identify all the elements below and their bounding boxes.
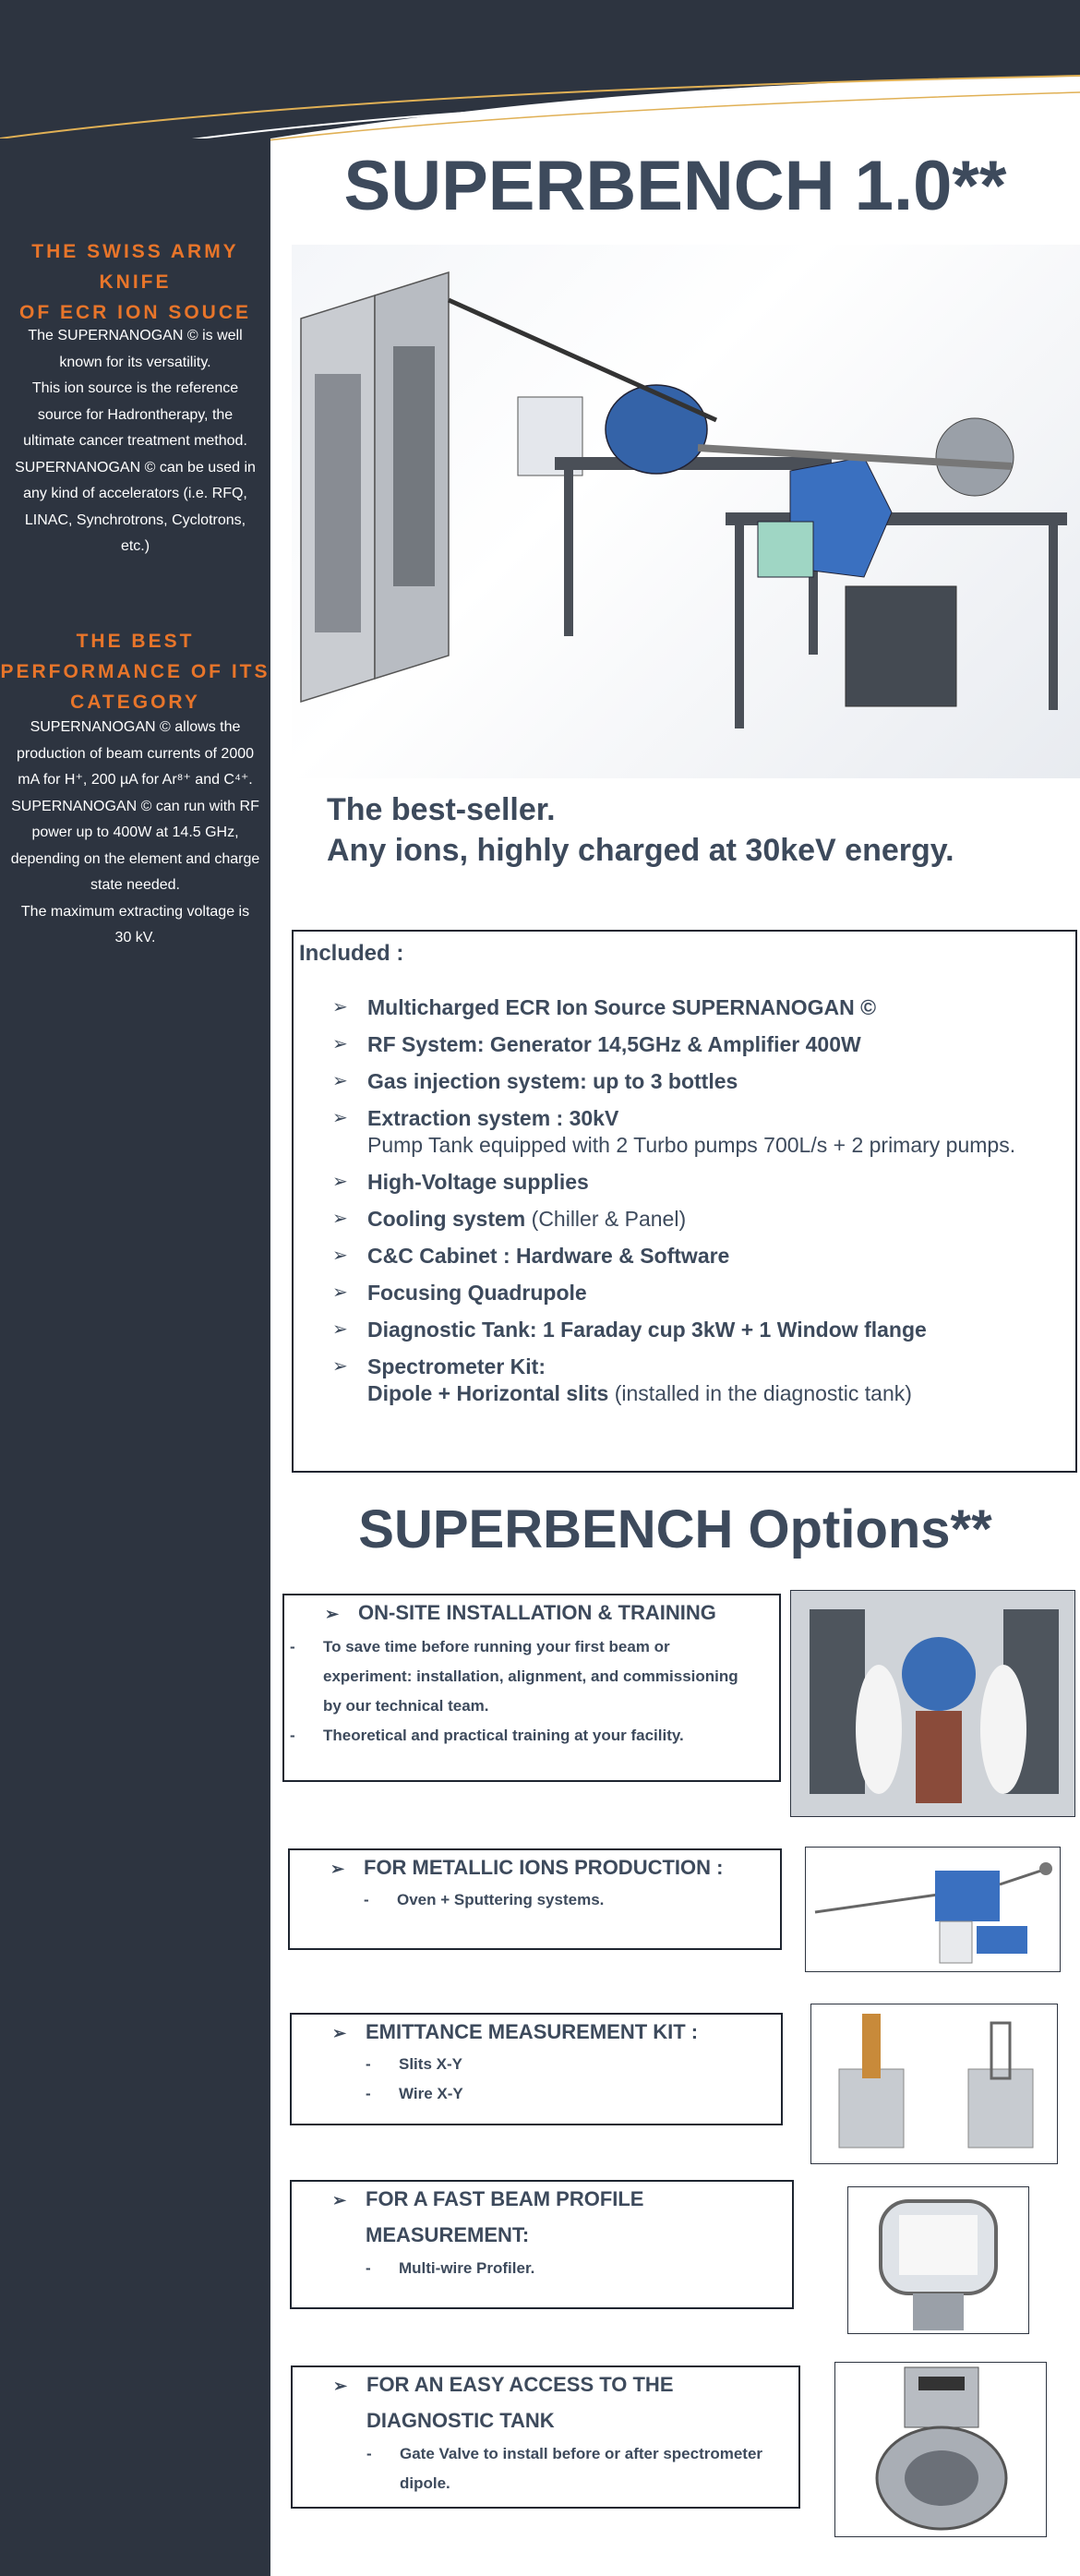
included-box [292,930,1077,1473]
text-line: dipole. [400,2474,450,2492]
dash-icon: - [366,2445,372,2462]
item-detail: (installed in the diagnostic tank) [608,1381,912,1405]
text-line: The maximum extracting voltage is [20,903,250,920]
dash-icon: - [364,1891,369,1908]
multiwire-profiler-image [847,2186,1029,2334]
installation-photo [790,1590,1075,1817]
item-detail: Pump Tank equipped with 2 Turbo pumps 700L/s + 2 primary pumps. [367,1133,1016,1157]
text-line: experiment: installation, alignment, and commissioning [323,1667,738,1685]
option-text [366,2079,463,2109]
text-line: any kind of accelerators (i.e. RFQ, [23,486,247,501]
option-metallic-ions-box [288,1848,782,1950]
text-line: Slits X-Y [399,2055,462,2073]
heading-line: THE SWISS ARMY [31,241,239,262]
text-line: state needed. [90,877,180,893]
text-line: production of beam currents of 2000 [16,745,255,762]
heading-text: FOR METALLIC IONS PRODUCTION : [364,1856,724,1879]
option-text [366,2254,534,2283]
text-line: SUPERNANOGAN © can run with RF [11,798,259,814]
oven-sputtering-image [805,1847,1061,1972]
list-item [332,1169,1015,1196]
text-line: depending on the element and charge [10,850,260,867]
sidebar [0,138,270,2576]
text-line: SUPERNANOGAN © can be used in [15,459,256,475]
text-line: power up to 400W at 14.5 GHz, [31,825,239,840]
text-line: ultimate cancer treatment method. [23,433,247,449]
text-line: Gate Valve to install before or after spectrometer [400,2445,763,2462]
text-line: 30 kV. [114,930,156,945]
list-item [332,1206,1015,1233]
arrow-icon: ➢ [333,2377,348,2395]
heading-text: FOR AN EASY ACCESS TO THE [366,2373,674,2396]
item-title: RF System: Generator 14,5GHz & Amplifier 400W [367,1032,861,1056]
item-title: Diagnostic Tank: 1 Faraday cup 3kW + 1 Window flange [367,1318,927,1342]
option-heading [332,2015,698,2051]
sidebar-text-versatility [4,323,267,560]
item-title: Cooling system [367,1207,526,1231]
text-line: etc.) [120,538,150,554]
text-line: by our technical team. [323,1697,489,1715]
option-text [366,2439,800,2498]
heading-line: KNIFE [99,271,172,293]
heading-line: CATEGORY [70,692,200,713]
text-line: The SUPERNANOGAN © is well [28,328,243,343]
heading-text: EMITTANCE MEASUREMENT KIT : [366,2020,699,2043]
heading-line: PERFORMANCE OF ITS [0,661,270,682]
text-line: known for its versatility. [59,354,211,370]
arrow-icon: ➢ [330,1860,345,1878]
item-detail-bold: Dipole + Horizontal slits [367,1381,609,1405]
included-list [332,994,1015,1417]
text-line: Wire X-Y [399,2085,463,2102]
arrow-icon: ➢ [332,2024,347,2042]
tagline-line: Any ions, highly charged at 30keV energy. [327,833,954,868]
heading-line: OF ECR ION SOUCE [18,302,252,323]
option-heading [332,2182,643,2253]
text-line: Multi-wire Profiler. [399,2259,535,2277]
options-title: SUPERBENCH Options** [358,1499,992,1559]
item-detail: (Chiller & Panel) [525,1207,687,1231]
item-title: Multicharged ECR Ion Source SUPERNANOGAN © [367,995,877,1019]
list-item [332,1280,1015,1306]
text-line: To save time before running your first beam or [323,1638,670,1655]
option-text [364,1885,604,1915]
heading-text: DIAGNOSTIC TANK [366,2409,555,2432]
dash-icon: - [366,2085,371,2102]
list-item [332,1354,1015,1407]
option-text [290,1721,779,1751]
list-item [332,1068,1015,1095]
list-item [332,994,1015,1021]
dash-icon: - [366,2055,371,2073]
item-title: Focusing Quadrupole [367,1281,587,1305]
text-line: SUPERNANOGAN © allows the [30,719,241,735]
list-item [332,1317,1015,1343]
page-title: SUPERBENCH 1.0** [343,147,1007,225]
option-heading [333,2367,674,2438]
dash-icon: - [290,1638,295,1655]
option-text [290,1632,779,1721]
option-installation-box [282,1594,781,1782]
text-line: Oven + Sputtering systems. [397,1891,605,1908]
sidebar-heading-best-performance [0,626,270,717]
item-title: C&C Cabinet : Hardware & Software [367,1244,730,1268]
item-title: Extraction system : 30kV [367,1106,619,1130]
list-item [332,1243,1015,1270]
list-item [332,1031,1015,1058]
heading-line: THE BEST [76,631,195,652]
text-line: Theoretical and practical training at your facility. [323,1727,684,1744]
option-emittance-box [290,2013,783,2125]
heading-text: MEASUREMENT: [366,2223,530,2246]
included-label: Included : [299,941,404,966]
item-title: High-Voltage supplies [367,1170,589,1194]
sidebar-text-performance [4,715,267,952]
text-line: LINAC, Synchrotrons, Cyclotrons, [24,512,246,528]
text-line: This ion source is the reference [31,380,239,396]
sidebar-heading-swiss-army [0,236,270,328]
option-heading [330,1850,723,1886]
option-beam-profile-box [290,2180,794,2309]
heading-text: ON-SITE INSTALLATION & TRAINING [358,1601,716,1624]
arrow-icon: ➢ [332,2191,347,2209]
option-text [366,2050,462,2079]
dash-icon: - [366,2259,371,2277]
dash-icon: - [290,1727,295,1744]
arrow-icon: ➢ [325,1605,340,1623]
gate-valve-image [834,2362,1047,2537]
heading-text: FOR A FAST BEAM PROFILE [366,2187,644,2210]
option-heading [325,1595,716,1631]
option-gate-valve-box [291,2365,800,2509]
item-title: Gas injection system: up to 3 bottles [367,1069,738,1093]
item-title: Spectrometer Kit: [367,1354,546,1378]
text-line: mA for H⁺, 200 µA for Ar⁸⁺ and C⁴⁺. [18,772,253,788]
list-item [332,1105,1015,1159]
tagline [327,789,954,871]
superbench-machine-image [292,245,1080,778]
text-line: source for Hadrontherapy, the [37,406,234,423]
emittance-kit-image [810,2004,1058,2164]
tagline-line: The best-seller. [327,792,556,827]
